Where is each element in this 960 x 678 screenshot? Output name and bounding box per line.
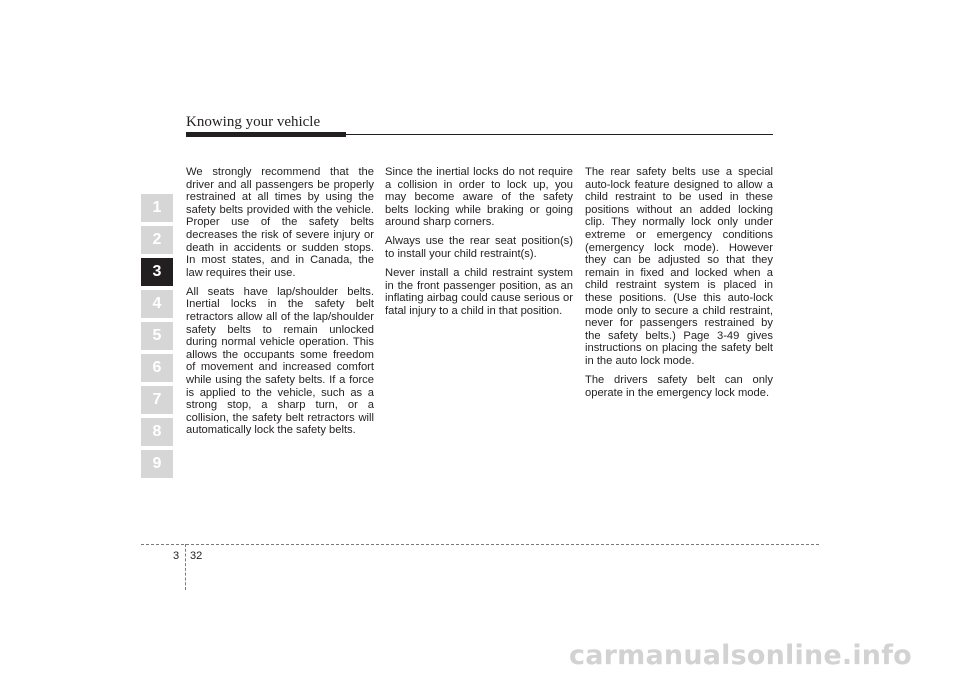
paragraph: The drivers safety belt can only operate in the emergency lock mode. [585,374,773,399]
footer-divider [185,544,186,590]
header-rule [346,134,773,135]
text-column-1 [186,166,374,443]
page-number: 32 [190,550,203,562]
text-column-3 [585,166,773,406]
paragraph: Never install a child restraint system in the front passenger position, as an inflating airbag could cause serious or fatal injury to a child in that position. [385,267,573,317]
chapter-tabs [141,194,173,482]
paragraph: We strongly recommend that the driver and all passengers be properly restrained at all times by using the safety belts provided with the vehicle. Proper use of the safety belts decreases the risk of severe injury or death in accidents or sudden stops. In most states, and in Canada, the law requires their use. [186,166,374,279]
paragraph: The rear safety belts use a special auto-lock feature designed to allow a child restraint to be used in these positions without an added locking clip. They normally lock only under extreme or emergency conditions (emergency lock mode). However they can be adjusted so that they remain in fixed and locked when a child restraint system is placed in these positions. (Use this auto-lock mode only to secure a child restraint, never for passengers restrained by the safety belts.) Page 3-49 gives instructions on placing the safety belt in the auto lock mode. [585,166,773,367]
chapter-tab-4[interactable]: 4 [141,290,173,318]
chapter-tab-6[interactable]: 6 [141,354,173,382]
chapter-tab-5[interactable]: 5 [141,322,173,350]
page-chapter-number: 3 [173,550,180,562]
paragraph: All seats have lap/shoulder belts. Inertial locks in the safety belt retractors allow all of the lap/shoulder safety belts to remain unlocked during normal vehicle operation. This allows the occupants some freedom of movement and increased comfort while using the safety belts. If a force is applied to the vehicle, such as a strong stop, a sharp turn, or a collision, the safety belt retractors will automatically lock the safety belts. [186,285,374,437]
watermark: carmanualsonline.info [569,640,912,671]
chapter-tab-8[interactable]: 8 [141,418,173,446]
paragraph: Always use the rear seat position(s) to install your child restraint(s). [385,235,573,261]
paragraph: Since the inertial locks do not require a collision in order to lock up, you may become aware of the safety belts locking while braking or going around sharp corners. [385,166,573,229]
chapter-tab-9[interactable]: 9 [141,450,173,478]
footer-rule [141,544,819,545]
chapter-tab-7[interactable]: 7 [141,386,173,414]
chapter-tab-1[interactable]: 1 [141,194,173,222]
text-column-2 [385,166,573,324]
chapter-tab-3[interactable]: 3 [141,258,173,286]
header-bar [186,132,346,137]
section-title: Knowing your vehicle [186,114,321,130]
chapter-tab-2[interactable]: 2 [141,226,173,254]
